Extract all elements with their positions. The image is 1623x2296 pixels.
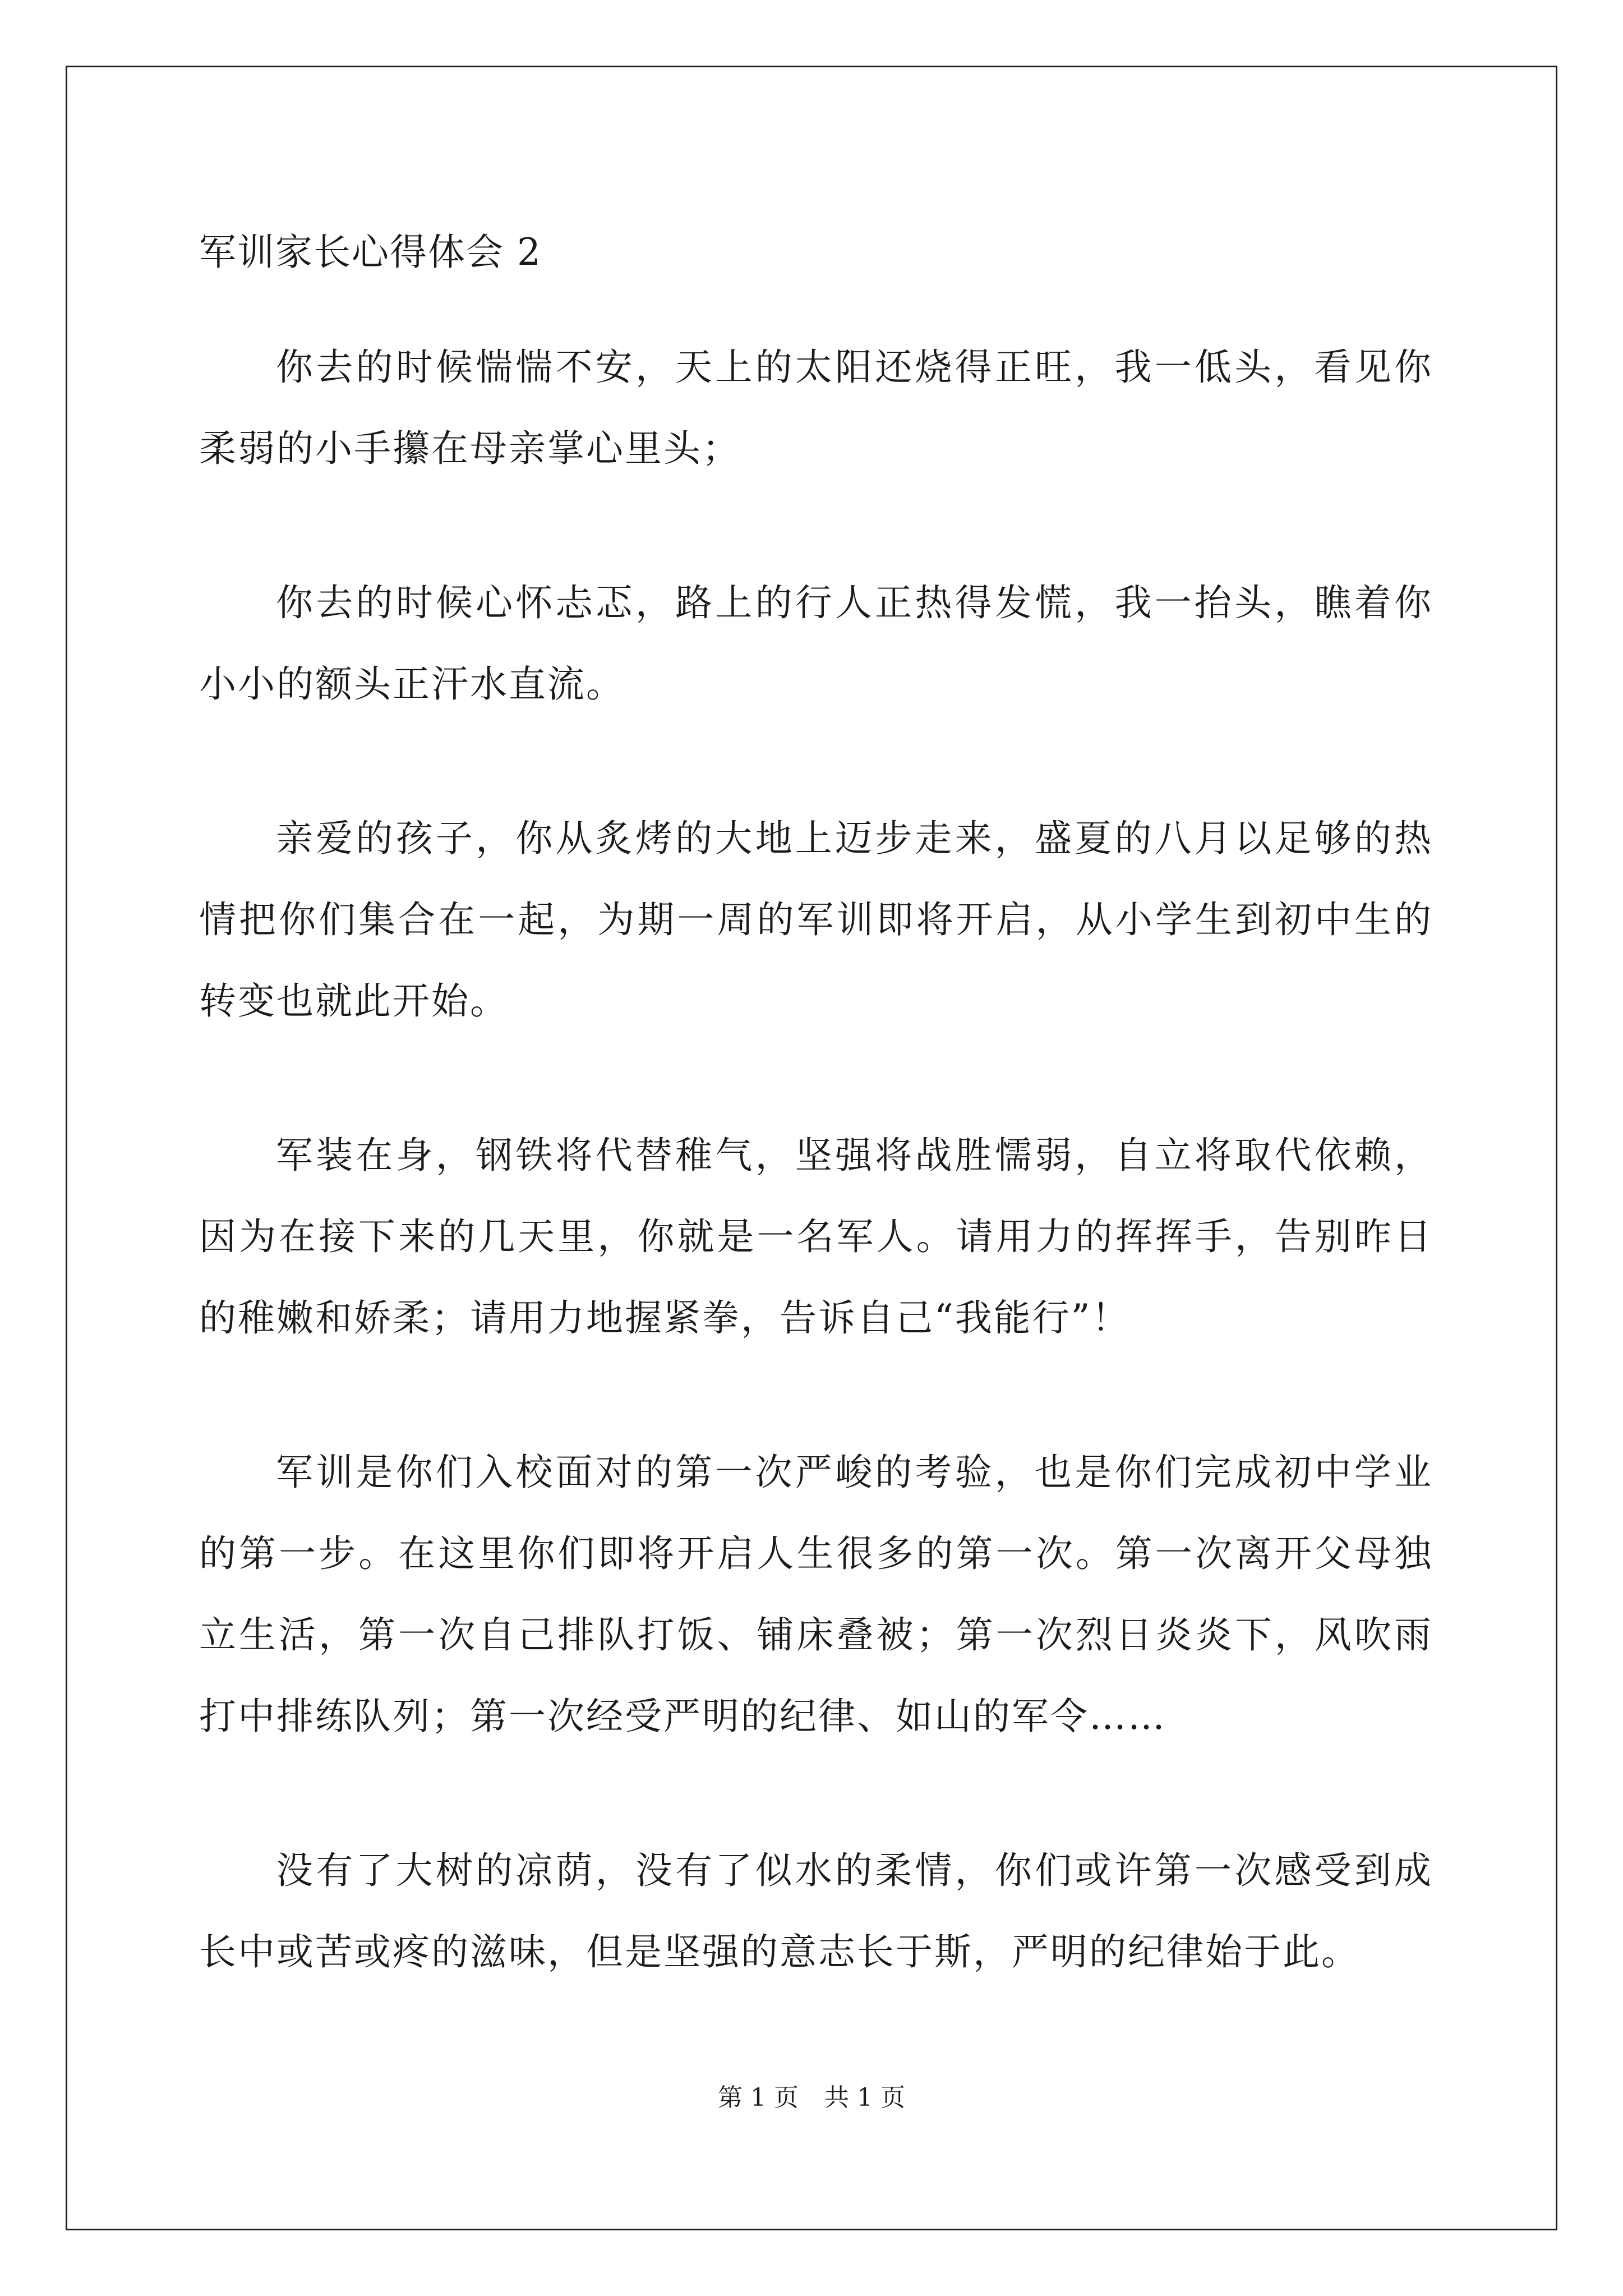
document-title: 军训家长心得体会 2 bbox=[199, 231, 542, 274]
paragraph-2: 你去的时候心怀忐忑，路上的行人正热得发慌，我一抬头，瞧着你小小的额头正汗水直流。 bbox=[199, 581, 1433, 706]
paragraph-4: 军装在身，钢铁将代替稚气，坚强将战胜懦弱，自立将取代依赖，因为在接下来的几天里，你就是一名军人。请用力的挥挥手，告别昨日的稚嫩和娇柔；请用力地握紧拳，告诉自己“我能行”！ bbox=[199, 1134, 1433, 1340]
paragraph-3: 亲爱的孩子，你从炙烤的大地上迈步走来，盛夏的八月以足够的热情把你们集合在一起，为期一周的军训即将开启，从小学生到初中生的转变也就此开始。 bbox=[199, 817, 1433, 1023]
paragraph-6: 没有了大树的凉荫，没有了似水的柔情，你们或许第一次感受到成长中或苦或疼的滋味，但是坚强的意志长于斯，严明的纪律始于此。 bbox=[199, 1849, 1433, 1973]
page-number: 第 1 页 bbox=[718, 2083, 799, 2112]
document-body bbox=[199, 224, 1433, 2065]
paragraph-5: 军训是你们入校面对的第一次严峻的考验，也是你们完成初中学业的第一步。在这里你们即将开启人生很多的第一次。第一次离开父母独立生活，第一次自己排队打饭、铺床叠被；第一次烈日炎炎下，风吹雨打中排练队列；第一次经受严明的纪律、如山的军令…… bbox=[199, 1451, 1433, 1738]
page-total: 共 1 页 bbox=[824, 2083, 905, 2112]
paragraph-1: 你去的时候惴惴不安，天上的太阳还烧得正旺，我一低头，看见你柔弱的小手攥在母亲掌心里头； bbox=[199, 346, 1433, 470]
page-footer bbox=[0, 2081, 1623, 2115]
